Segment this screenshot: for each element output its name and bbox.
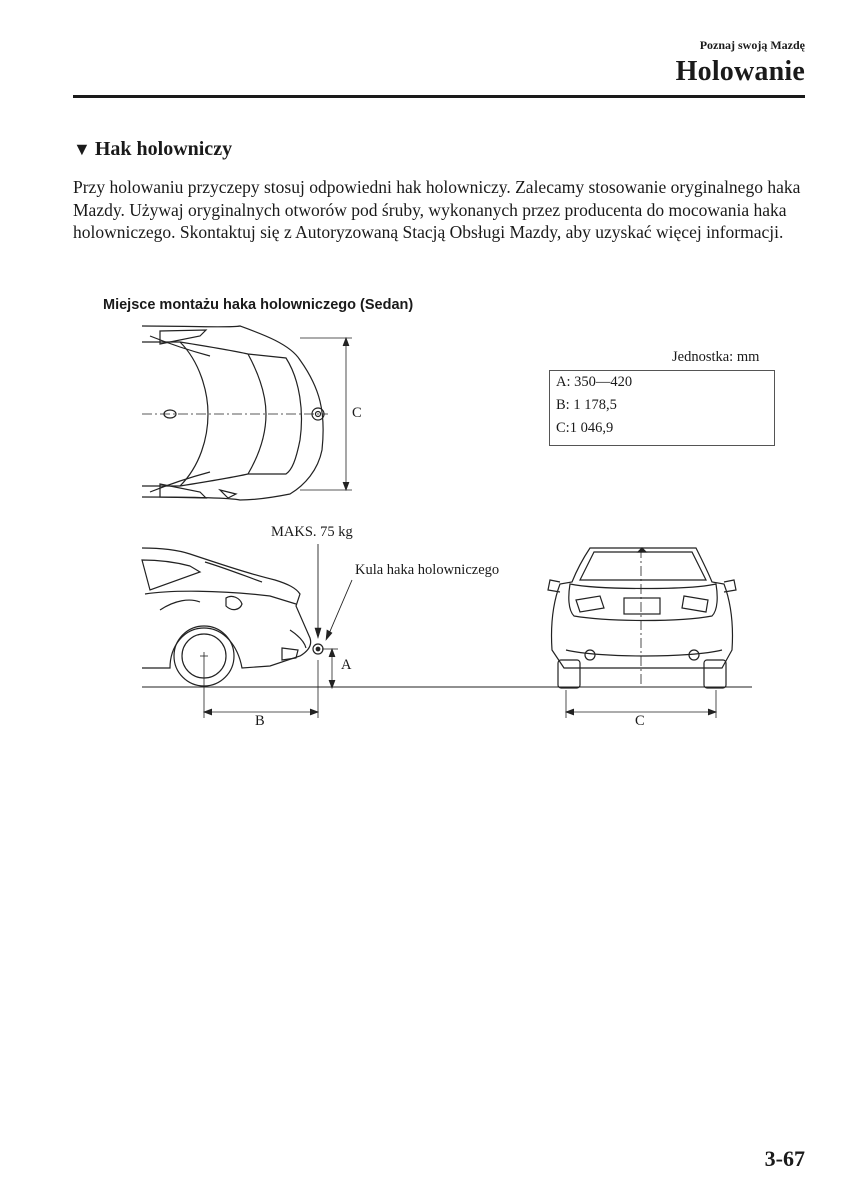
rear-view-car xyxy=(548,548,736,688)
label-tow-ball: Kula haka holowniczego xyxy=(355,562,500,578)
spec-a: A: 350—420 xyxy=(556,374,633,390)
label-top-c: C xyxy=(352,405,362,421)
side-view-car xyxy=(142,548,311,686)
ball-leader-line xyxy=(328,580,352,636)
page-number: 3-67 xyxy=(764,1146,805,1171)
section-marker-icon: ▼ xyxy=(73,139,91,159)
spec-b: B: 1 178,5 xyxy=(556,397,617,413)
section-title: Hak holowniczy xyxy=(94,138,233,160)
label-rear-c: C xyxy=(635,713,645,729)
unit-label: Jednostka: mm xyxy=(672,349,760,365)
side-dimension-a xyxy=(322,649,338,688)
label-a: A xyxy=(341,657,352,673)
side-hitch-ball-icon xyxy=(313,644,323,654)
label-b: B xyxy=(255,713,265,729)
figure-caption: Miejsce montażu haka holowniczego (Sedan) xyxy=(103,297,414,313)
side-dimension-b xyxy=(204,660,318,718)
section-body: Przy holowaniu przyczepy stosuj odpowiedni hak holowniczy. Zalecamy stosowanie oryginalnego haka Mazdy. Używaj oryginalnych otworów pod śruby, wykonanych przez producenta do mocowania haka holowniczego. Skontaktuj się z Autoryzowaną Stacją Obsługi Mazdy, aby uzyskać więcej informacji. xyxy=(73,177,801,242)
top-view-car xyxy=(142,326,323,500)
chapter-kicker: Poznaj swoją Mazdę xyxy=(699,38,805,52)
spec-c: C:1 046,9 xyxy=(556,420,614,436)
page-title: Holowanie xyxy=(675,56,805,87)
label-max-load: MAKS. 75 kg xyxy=(271,524,353,540)
